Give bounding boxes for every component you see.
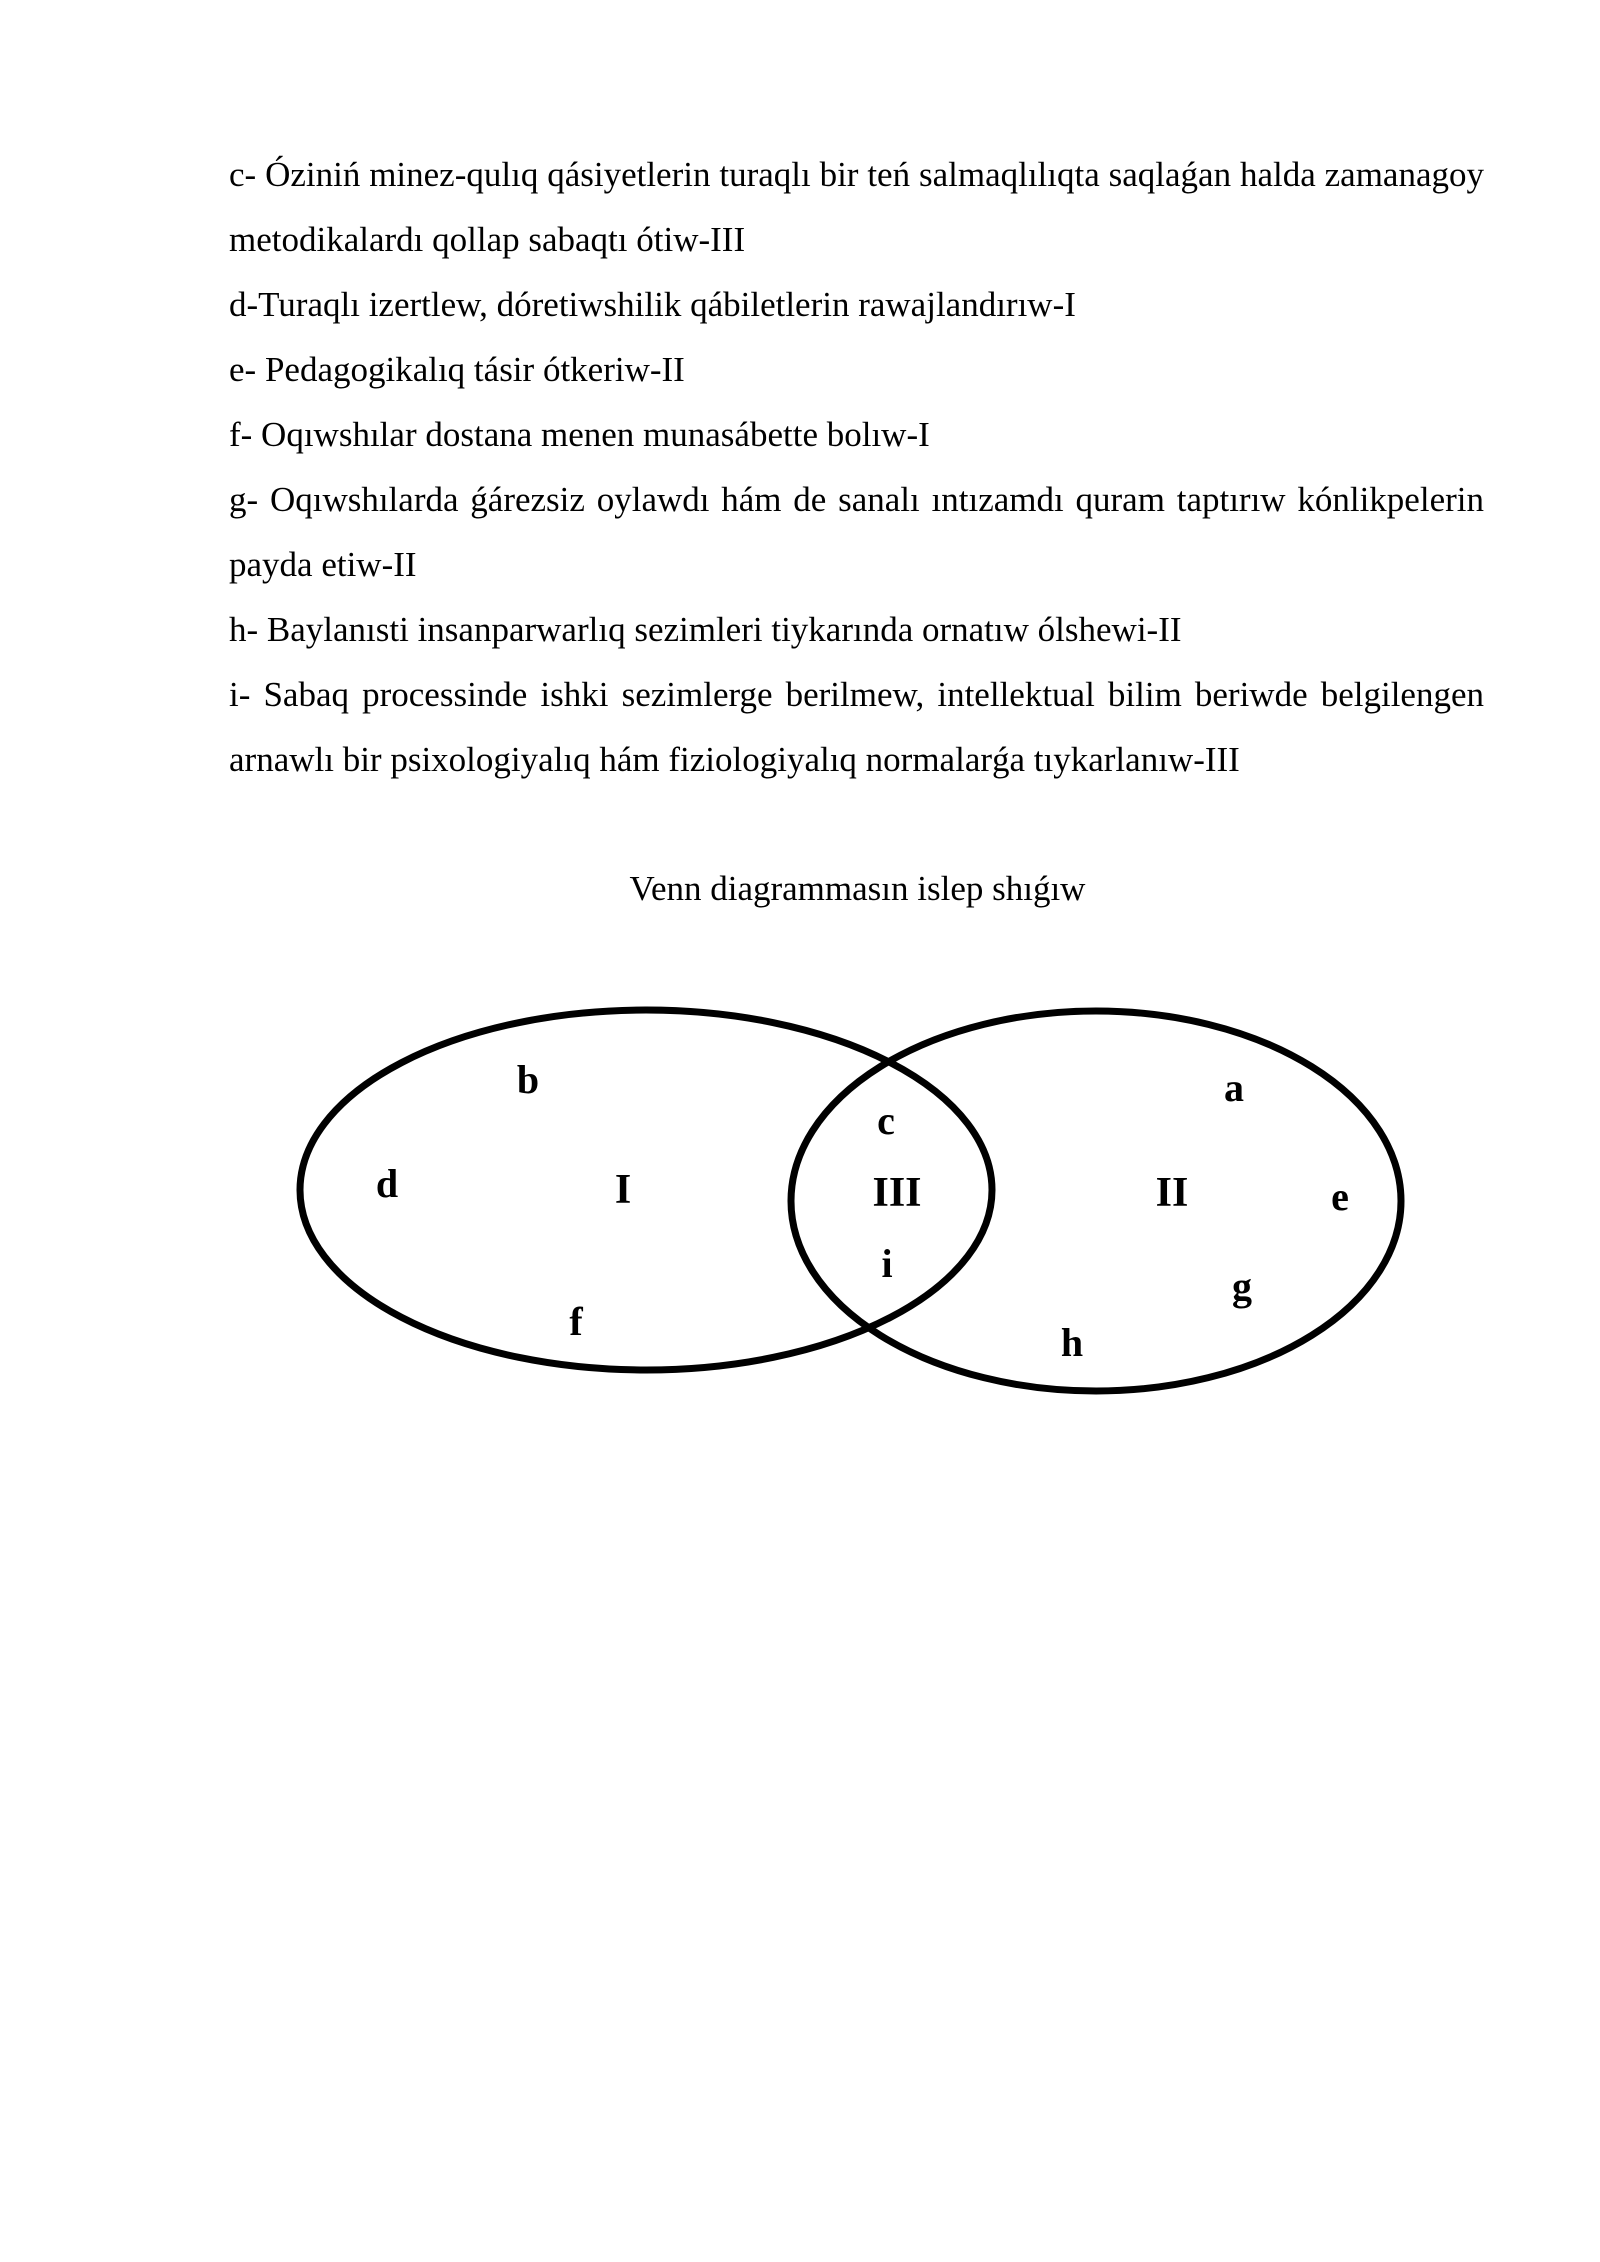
paragraph-d: d-Turaqlı izertlew, dóretiwshilik qábiletlerin rawajlandırıw-I [229,285,1076,324]
paragraph-e: e- Pedagogikalıq tásir ótkeriw-II [229,350,685,389]
venn-letter-b: b [516,1057,540,1102]
paragraph-f: f- Oqıwshılar dostana menen munasábette bolıw-I [229,415,930,454]
paragraph-c: c- Óziniń minez-qulıq qásiyetlerin turaqlı bir teń salmaqlılıqta saqlaǵan halda zamanagoy metodikalardı qollap sabaqtı ótiw-III [229,155,1484,259]
venn-label-III: III [872,1170,922,1216]
venn-letter-g: g [1232,1264,1252,1309]
paragraph-i: i- Sabaq processinde ishki sezimlerge berilmew, intellektual bilim beriwde belgilengen arnawlı bir psixologiyalıq hám fiziologiyalıq normalarǵa tıykarlanıw-III [229,675,1484,779]
venn-letter-d: d [375,1161,399,1206]
diagram-caption: Venn diagrammasın islep shıǵıw [629,869,1086,908]
venn-letter-h: h [1060,1320,1084,1365]
venn-letter-a: a [1224,1065,1244,1110]
venn-letter-f: f [569,1299,583,1344]
venn-letter-c: c [877,1098,895,1143]
paragraph-g: g- Oqıwshılarda ǵárezsiz oylawdı hám de sanalı ıntızamdı quram taptırıw kónlikpelerin payda etiw-II [229,480,1484,584]
venn-letter-i: i [881,1241,893,1286]
paragraph-h: h- Baylanısti insanparwarlıq sezimleri tiykarında ornatıw ólshewi-II [229,610,1182,649]
venn-label-I: I [614,1167,632,1213]
venn-label-II: II [1155,1170,1189,1216]
venn-letter-e: e [1331,1174,1349,1219]
